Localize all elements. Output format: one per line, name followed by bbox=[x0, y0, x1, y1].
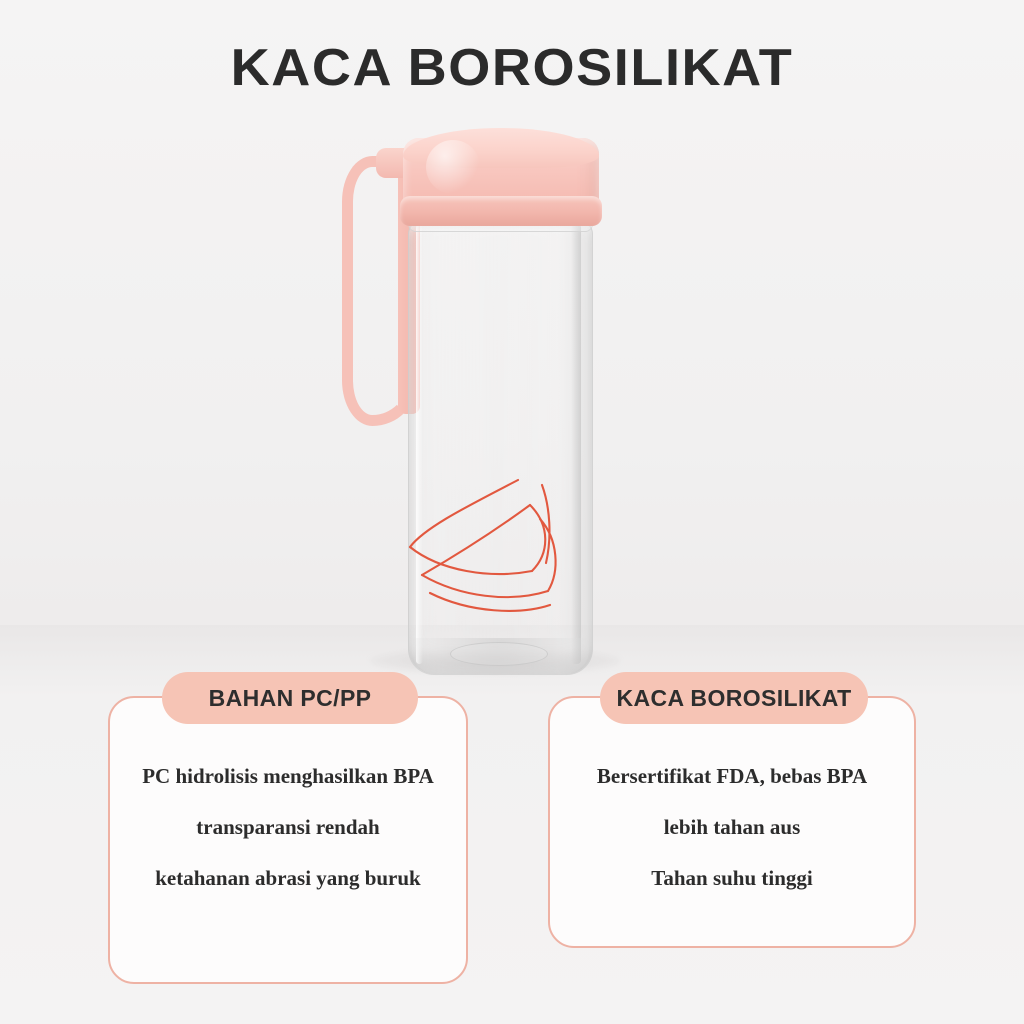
bottle-cap-gloss bbox=[426, 140, 480, 194]
info-card-pc-pp bbox=[108, 684, 468, 984]
card-right-line-1: Bersertifikat FDA, bebas BPA bbox=[596, 764, 868, 788]
card-left-line-2: transparansi rendah bbox=[196, 815, 380, 840]
glass-bottom-ring bbox=[450, 642, 548, 666]
card-badge-right: KACA BOROSILIKAT bbox=[600, 672, 868, 724]
page-title: KACA BOROSILIKAT bbox=[230, 39, 794, 97]
card-badge-left: BAHAN PC/PP bbox=[162, 672, 418, 724]
card-right-lines bbox=[550, 764, 914, 892]
card-right-line-2: lebih tahan aus bbox=[663, 815, 801, 840]
bottle-cap-lip bbox=[400, 196, 602, 226]
bottle-swirl-decoration bbox=[400, 475, 600, 620]
card-left-line-3: ketahanan abrasi yang buruk bbox=[155, 866, 421, 891]
bottle-image bbox=[340, 120, 640, 680]
card-right-line-3: Tahan suhu tinggi bbox=[651, 866, 813, 891]
card-left-line-1: PC hidrolisis menghasilkan BPA bbox=[142, 764, 434, 788]
info-card-borosilicate bbox=[548, 684, 916, 948]
card-left-lines bbox=[110, 764, 466, 892]
